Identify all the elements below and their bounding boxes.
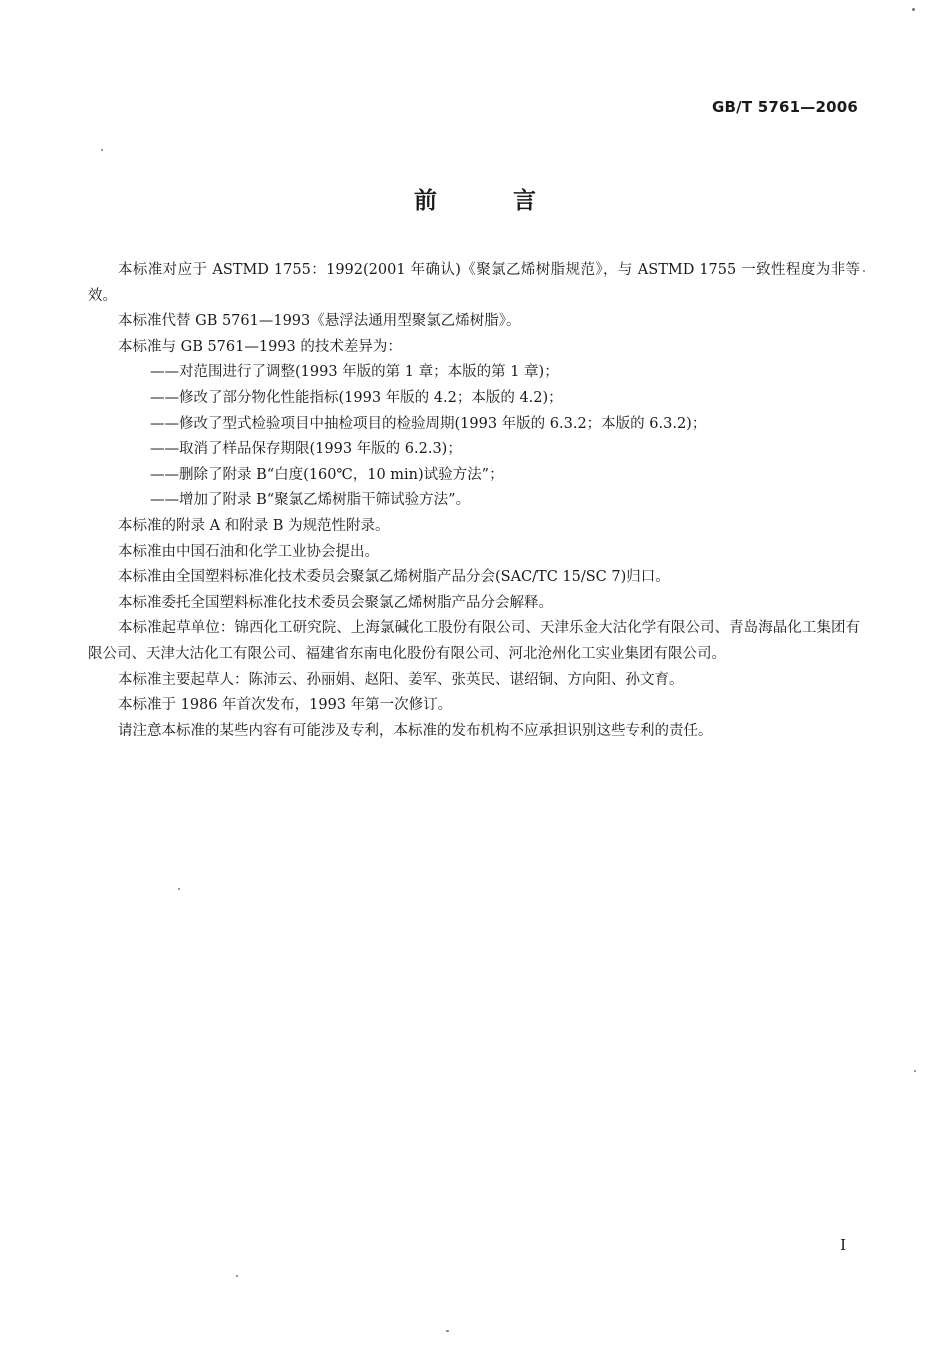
paragraph-replaces: 本标准代替 GB 5761—1993《悬浮法通用型聚氯乙烯树脂》。 (118, 313, 521, 330)
scan-speck (236, 1275, 238, 1277)
scan-speck (912, 8, 915, 11)
scan-speck (446, 1330, 449, 1332)
paragraph-drafters: 本标准主要起草人：陈沛云、孙丽娟、赵阳、姜军、张英民、谌绍铜、方向阳、孙文育。 (118, 671, 684, 688)
paragraph-history: 本标准于 1986 年首次发布，1993 年第一次修订。 (118, 697, 453, 714)
page-title: 前 言 (413, 188, 570, 214)
scan-speck (101, 149, 103, 151)
paragraph-annexes: 本标准的附录 A 和附录 B 为规范性附录。 (118, 517, 390, 534)
difference-item-properties: ——修改了部分物化性能指标(1993 年版的 4.2；本版的 4.2)； (150, 389, 563, 406)
paragraph-patent-notice: 请注意本标准的某些内容有可能涉及专利，本标准的发布机构不应承担识别这些专利的责任。 (118, 722, 713, 739)
paragraph-differences-intro: 本标准与 GB 5761—1993 的技术差异为： (118, 338, 402, 355)
scan-speck (914, 1070, 916, 1072)
paragraph-drafting-units: 本标准起草单位：锦西化工研究院、上海氯碱化工股份有限公司、天津乐金大沽化学有限公司、青岛海晶化工集团有限公司、天津大沽化工有限公司、福建省东南电化股份有限公司、河北沧州化工实业集团有限公司。 (88, 620, 860, 662)
difference-item-scope: ——对范围进行了调整(1993 年版的第 1 章；本版的第 1 章)； (150, 364, 559, 381)
page-number: I (840, 1236, 846, 1254)
scan-speck (863, 270, 865, 272)
foreword-body (88, 258, 860, 744)
paragraph-interpretation: 本标准委托全国塑料标准化技术委员会聚氯乙烯树脂产品分会解释。 (118, 594, 553, 611)
paragraph-centralized-by: 本标准由全国塑料标准化技术委员会聚氯乙烯树脂产品分会(SAC/TC 15/SC 7)归口。 (118, 569, 670, 586)
paragraph-correspondence: 本标准对应于 ASTMD 1755：1992(2001 年确认)《聚氯乙烯树脂规范》，与 ASTMD 1755 一致性程度为非等效。 (88, 262, 860, 304)
difference-item-deleted-annex: ——删除了附录 B“白度(160℃，10 min)试验方法”； (150, 466, 504, 483)
standard-code: GB/T 5761—2006 (712, 98, 858, 116)
difference-item-inspection-period: ——修改了型式检验项目中抽检项目的检验周期(1993 年版的 6.3.2；本版的 6.3.2)； (150, 415, 707, 432)
paragraph-proposed-by: 本标准由中国石油和化学工业协会提出。 (118, 543, 379, 560)
difference-item-sample-storage: ——取消了样品保存期限(1993 年版的 6.2.3)； (150, 441, 462, 458)
difference-item-added-annex: ——增加了附录 B“聚氯乙烯树脂干筛试验方法”。 (150, 492, 471, 509)
scan-speck (178, 888, 180, 890)
